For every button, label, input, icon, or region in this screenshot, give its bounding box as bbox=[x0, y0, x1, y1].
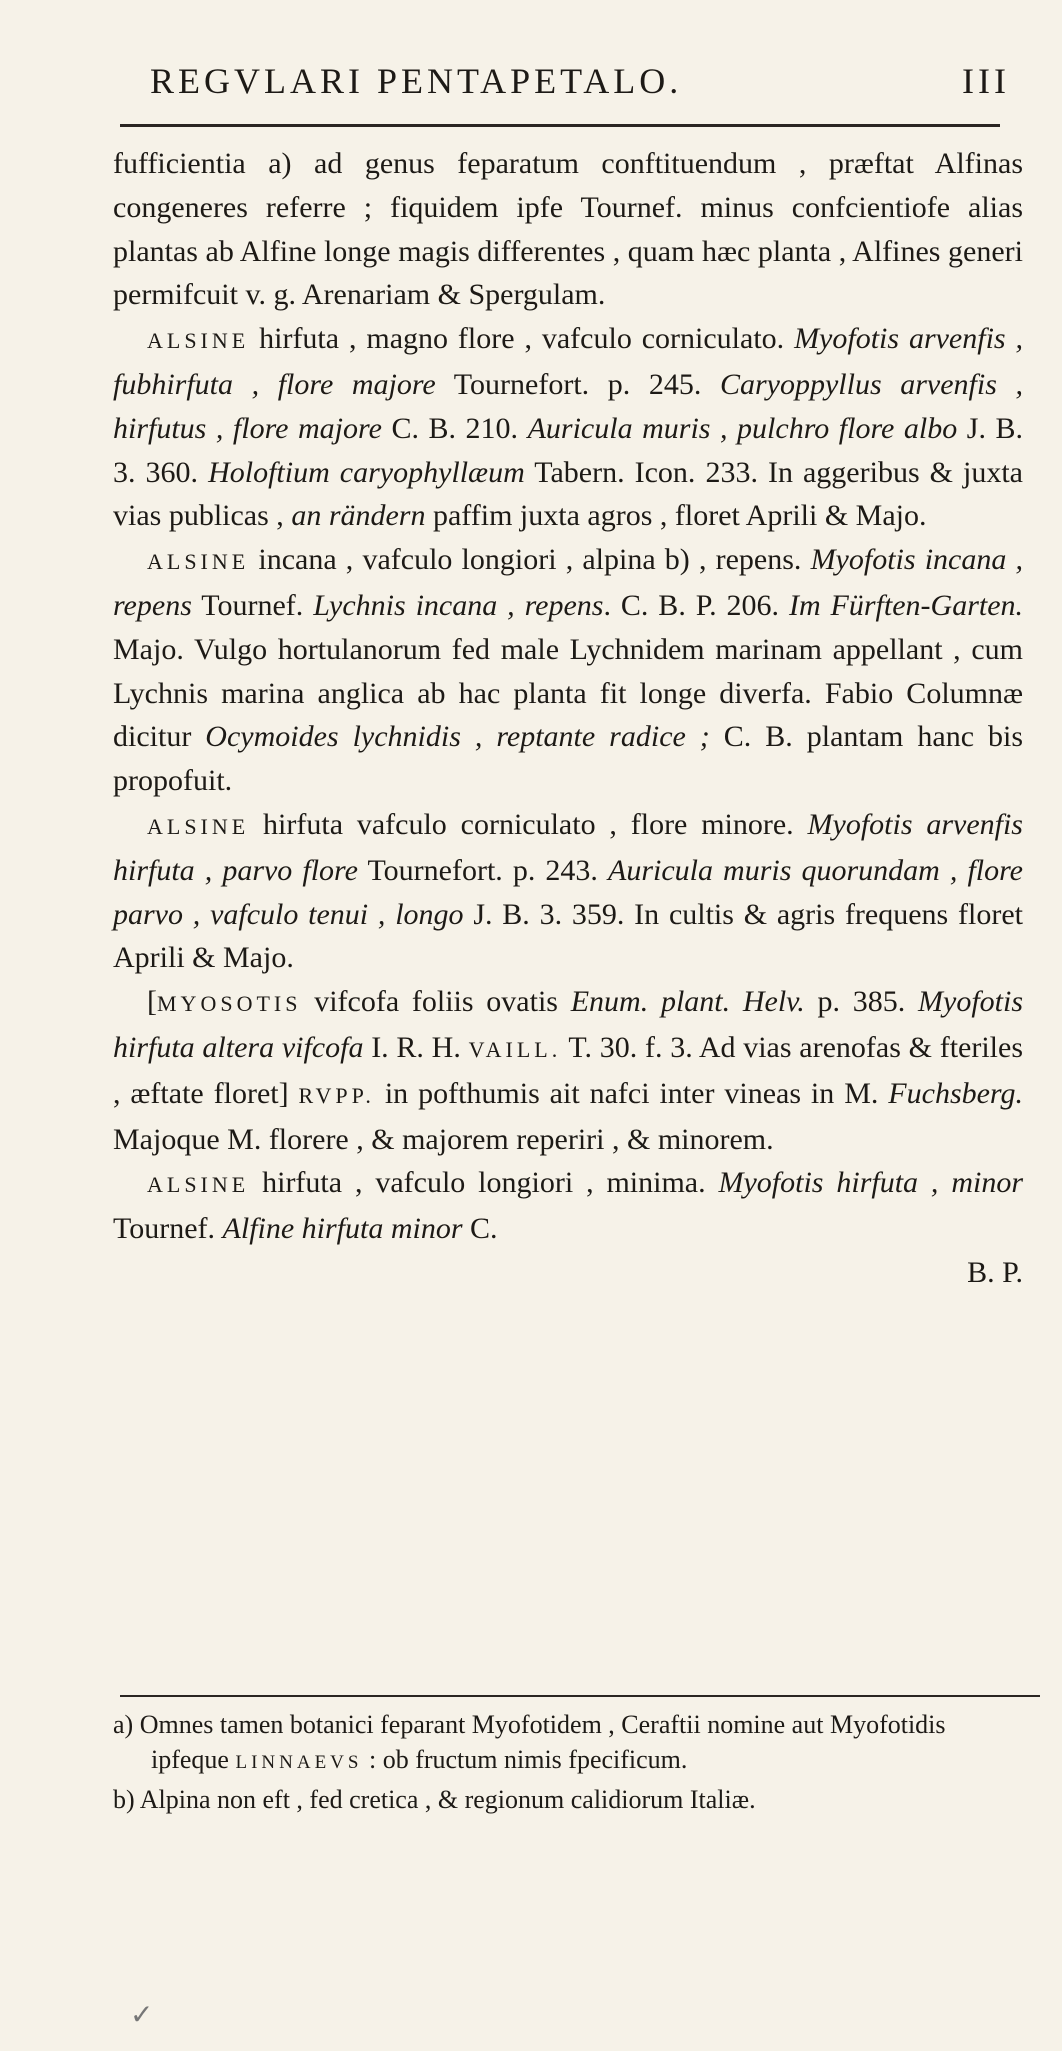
entry-italic: Im Fürften-Garten. bbox=[788, 588, 1024, 622]
entry-head: ALSINE bbox=[147, 1172, 250, 1198]
entry-text: Tournefort. p. 243. bbox=[357, 853, 608, 887]
entry-myosotis-viscosa bbox=[113, 980, 1023, 1161]
entry-italic: Auricula muris , pulchro flore albo bbox=[527, 411, 958, 445]
entry-italic: Myofotis hirfuta altera vifcofa bbox=[113, 985, 1024, 1064]
entry-text: T. 30. f. 3. Ad vias arenofas & fteriles , æftate floret] bbox=[113, 1030, 1023, 1110]
entry-alsine-hirsuta-magno bbox=[113, 317, 1023, 538]
entry-text: Tournefort. p. 245. bbox=[435, 367, 720, 401]
entry-alsine-incana bbox=[113, 538, 1023, 803]
entry-italic: Ocymoides lychnidis , reptante radice ; bbox=[205, 720, 710, 754]
entry-continuation: B. P. bbox=[967, 1255, 1023, 1289]
running-title: REGVLARI PENTAPETALO. bbox=[150, 61, 683, 101]
entry-italic: Myofotis arvenfis hirfuta , parvo flore bbox=[113, 807, 1023, 887]
entry-text: hirfuta vafculo corniculato , flore minore. bbox=[249, 807, 808, 841]
entry-text: J. B. 3. 359. In cultis & agris frequens floret Aprili & Majo. bbox=[113, 897, 1023, 975]
entry-head: ALSINE bbox=[147, 813, 250, 839]
entry-text: C. B. plantam hanc bis propofuit. bbox=[113, 720, 1024, 798]
entry-head: ALSINE bbox=[147, 549, 250, 575]
entry-text: Majoque M. florere , & majorem reperiri , & minorem. bbox=[113, 1122, 774, 1156]
footnote-b bbox=[113, 1782, 1023, 1817]
entry-text: hirfuta , vafculo longiori , minima. bbox=[249, 1166, 719, 1200]
entry-italic: Caryoppyllus arvenfis , hirfutus , flore majore bbox=[113, 367, 1023, 445]
entry-italic: an rändern bbox=[291, 499, 426, 533]
paragraph-1: fufficientia a) ad genus feparatum conftituendum , præftat Alfinas congeneres referre ; fiquidem ipfe Tournef. minus confcientiofe alias plantas ab Alfine longe magis differentes , quam hæc planta , Alfines generi permifcuit v. g. Arenariam & Spergulam. bbox=[113, 147, 1023, 312]
footnote-label: a) bbox=[113, 1710, 134, 1739]
entry-text: C. B. 210. bbox=[381, 411, 528, 445]
entry-text: Tabern. Icon. 233. In aggeribus & juxta vias publicas , bbox=[113, 455, 1023, 533]
header-rule bbox=[120, 124, 1000, 127]
footnote-text: Omnes tamen botanici feparant Myofotidem , Ceraftii nomine aut Myofotidis ipfeque bbox=[133, 1710, 946, 1774]
footnotes bbox=[113, 1707, 1023, 1819]
page-number: III bbox=[962, 61, 1010, 101]
entry-alsine-hirsuta-minore bbox=[113, 803, 1023, 980]
entry-text: . C. B. P. 206. bbox=[603, 588, 789, 622]
entry-italic: Lychnis incana , repens bbox=[313, 588, 604, 622]
entry-text: C. bbox=[462, 1212, 498, 1246]
main-text bbox=[113, 142, 1023, 1295]
entry-italic: Myofotis hirfuta , minor bbox=[718, 1166, 1023, 1200]
entry-alsine-minima bbox=[113, 1161, 1023, 1251]
entry-text: J. B. 3. 360. bbox=[113, 411, 1023, 489]
footnote-rule bbox=[120, 1695, 1040, 1697]
bracket: [ bbox=[147, 985, 157, 1019]
entry-text: in pofthumis ait nafci inter vineas in M. bbox=[374, 1076, 889, 1110]
entry-text: I. R. H. bbox=[363, 1030, 469, 1064]
entry-italic: Myofotis incana , repens bbox=[113, 543, 1024, 622]
author-name: RVPP. bbox=[298, 1082, 375, 1108]
entry-text: vifcofa foliis ovatis bbox=[301, 985, 571, 1019]
entry-italic: Holoftium caryophyllæum bbox=[208, 455, 525, 489]
entry-text: paffim juxta agros , floret Aprili & Majo. bbox=[425, 499, 927, 533]
entry-text: Tournef. bbox=[191, 588, 314, 622]
entry-text: Tournef. bbox=[113, 1212, 223, 1246]
author-name: VAILL. bbox=[468, 1036, 562, 1062]
author-name: LINNAEVS bbox=[235, 1752, 363, 1773]
entry-italic: Enum. plant. Helv. bbox=[570, 985, 805, 1019]
check-mark: ✓ bbox=[130, 2000, 154, 2031]
entry-text: p. 385. bbox=[804, 985, 919, 1019]
entry-head: MYOSOTIS bbox=[157, 991, 302, 1017]
running-header bbox=[150, 60, 1010, 110]
entry-italic: Alfine hirfuta minor bbox=[222, 1212, 463, 1246]
entry-italic: Auricula muris quorundam , flore parvo , vafculo tenui , longo bbox=[113, 853, 1023, 931]
entry-text: incana , vafculo longiori , alpina b) , repens. bbox=[249, 543, 811, 577]
footnote-label: b) bbox=[113, 1785, 135, 1814]
entry-italic: Myofotis arvenfis , fubhirfuta , flore majore bbox=[113, 322, 1023, 401]
entry-italic: Fuchsberg. bbox=[888, 1076, 1023, 1110]
entry-head: ALSINE bbox=[147, 328, 250, 354]
footnote-text: Alpina non eft , fed cretica , & regionum calidiorum Italiæ. bbox=[134, 1785, 756, 1814]
footnote-a bbox=[113, 1707, 1023, 1780]
footnote-text: : ob fructum nimis fpecificum. bbox=[362, 1745, 688, 1774]
entry-text: hirfuta , magno flore , vafculo corniculato. bbox=[249, 322, 795, 356]
entry-text: Majo. Vulgo hortulanorum fed male Lychnidem marinam appellant , cum Lychnis marina anglica ab hac planta fit longe diverfa. Fabio Columnæ dicitur bbox=[113, 632, 1023, 754]
